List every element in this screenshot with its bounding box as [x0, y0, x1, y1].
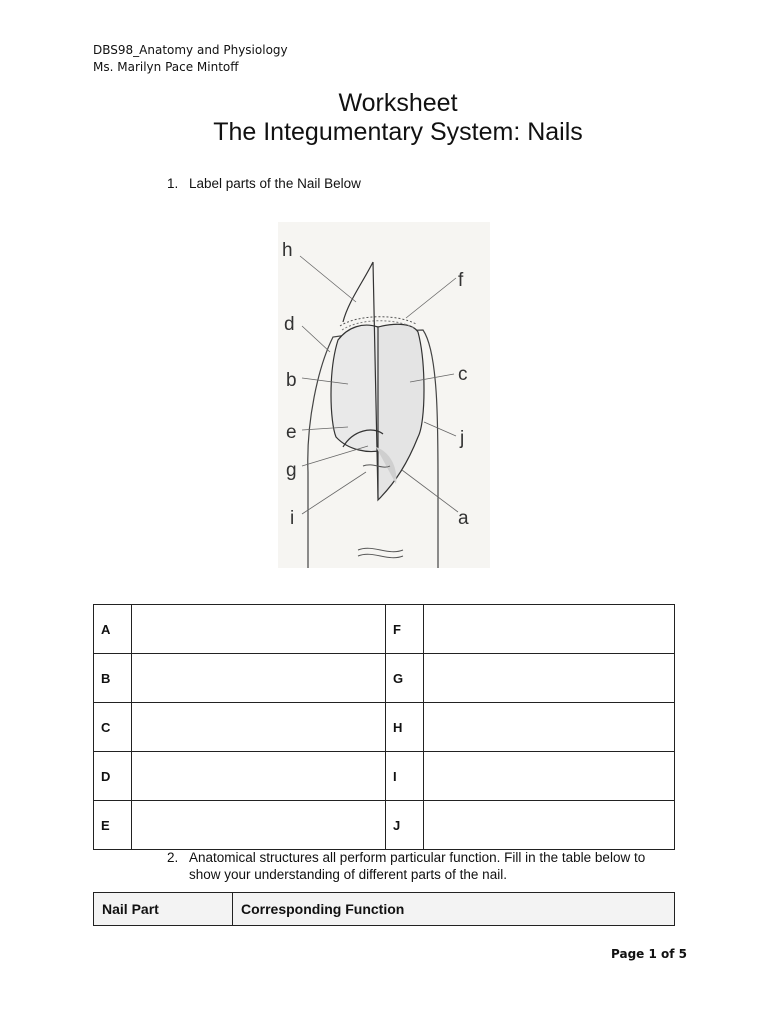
leader-d: [302, 326, 330, 352]
row-label-left: C: [94, 703, 132, 752]
page-number: Page 1 of 5: [611, 947, 687, 961]
leader-a: [402, 470, 458, 512]
table-row: [94, 703, 675, 752]
column-header-function: Corresponding Function: [233, 893, 675, 926]
answer-cell[interactable]: [132, 752, 386, 801]
nail-plate-right: [378, 324, 424, 500]
label-b: b: [286, 370, 297, 391]
table-row: [94, 801, 675, 850]
question-2-line2: show your understanding of different parts of the nail.: [189, 867, 507, 882]
row-label-right: F: [386, 605, 424, 654]
row-label-right: G: [386, 654, 424, 703]
row-label-left: D: [94, 752, 132, 801]
question-2-number: 2.: [167, 850, 179, 865]
answer-cell[interactable]: [424, 605, 675, 654]
question-1: [167, 175, 361, 192]
row-label-right: H: [386, 703, 424, 752]
question-1-text: Label parts of the Nail Below: [189, 176, 361, 191]
question-2: [167, 849, 677, 883]
answer-cell[interactable]: [424, 801, 675, 850]
leader-f: [406, 278, 456, 318]
table-row: [94, 654, 675, 703]
skin-wrinkle: [358, 548, 403, 557]
label-e: e: [286, 422, 297, 443]
answer-cell[interactable]: [132, 801, 386, 850]
row-label-left: B: [94, 654, 132, 703]
question-1-number: 1.: [167, 176, 179, 191]
nail-diagram: [278, 222, 490, 568]
label-j: j: [460, 428, 465, 449]
row-label-left: A: [94, 605, 132, 654]
row-label-left: E: [94, 801, 132, 850]
nail-diagram-svg: [278, 222, 490, 568]
answer-cell[interactable]: [424, 703, 675, 752]
table-row: [94, 752, 675, 801]
label-g: g: [286, 460, 297, 481]
answer-cell[interactable]: [132, 605, 386, 654]
teacher-name: Ms. Marilyn Pace Mintoff: [93, 60, 239, 74]
document-header: [93, 42, 288, 76]
worksheet-subtitle: The Integumentary System: Nails: [213, 118, 583, 146]
function-table: [93, 892, 675, 926]
table-header-row: [94, 893, 675, 926]
row-label-right: I: [386, 752, 424, 801]
label-c: c: [458, 364, 468, 385]
column-header-nail-part: Nail Part: [94, 893, 233, 926]
course-name: DBS98_Anatomy and Physiology: [93, 43, 288, 57]
label-i: i: [290, 508, 295, 529]
table-row: [94, 605, 675, 654]
answer-cell[interactable]: [132, 703, 386, 752]
label-a: a: [458, 508, 469, 529]
label-h: h: [282, 240, 293, 261]
answer-cell[interactable]: [132, 654, 386, 703]
row-label-right: J: [386, 801, 424, 850]
answer-cell[interactable]: [424, 752, 675, 801]
label-answer-table: [93, 604, 675, 850]
leader-h: [300, 256, 356, 302]
label-d: d: [284, 314, 295, 335]
leader-i: [302, 472, 366, 514]
label-f: f: [458, 270, 464, 291]
question-2-line1: Anatomical structures all perform particular function. Fill in the table below to: [189, 850, 646, 865]
answer-cell[interactable]: [424, 654, 675, 703]
worksheet-title: Worksheet: [338, 89, 458, 117]
leader-g: [302, 446, 368, 466]
leader-j: [424, 422, 456, 436]
